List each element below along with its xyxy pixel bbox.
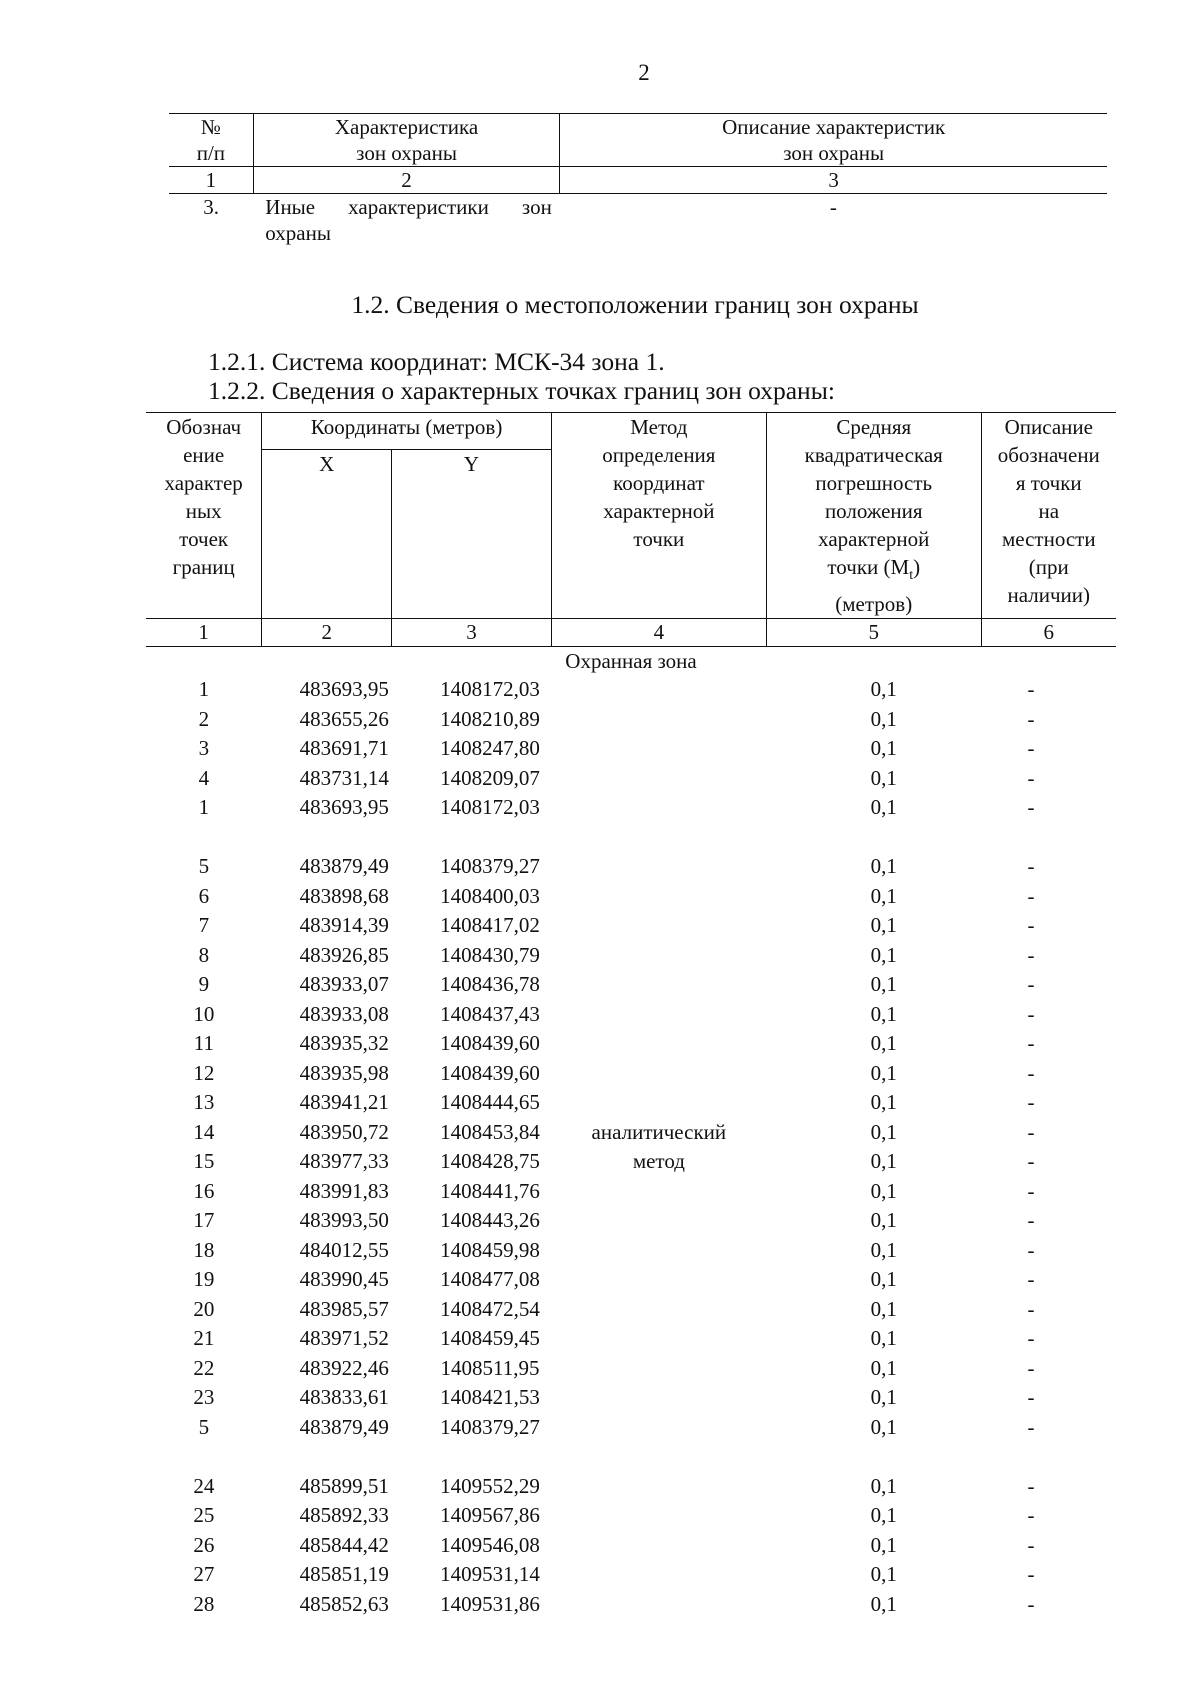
- error-value: 0,1: [870, 1591, 897, 1616]
- table2-col-num: 4: [551, 619, 766, 647]
- description-value: -: [1027, 1562, 1035, 1587]
- coord-x: 483935,98: [299, 1060, 389, 1085]
- coord-y: 1408428,75: [440, 1149, 540, 1174]
- error-value: 0,1: [870, 736, 897, 761]
- coord-y: 1408421,53: [440, 1385, 540, 1410]
- point-number: 20: [193, 1296, 215, 1321]
- coord-y: 1408453,84: [440, 1119, 540, 1144]
- table2-col-num: 5: [766, 619, 981, 647]
- method-cell: [551, 882, 766, 912]
- error-value: 0,1: [870, 706, 897, 731]
- method-cell: [551, 705, 766, 735]
- description-value: -: [1027, 1178, 1035, 1203]
- method-cell: [551, 1236, 766, 1266]
- description-value: -: [1027, 1532, 1035, 1557]
- table2-col-num: 3: [392, 619, 552, 647]
- coord-y: 1408430,79: [440, 942, 540, 967]
- error-value: 0,1: [870, 1178, 897, 1203]
- table-row: [146, 1354, 1116, 1384]
- coord-x: 483914,39: [299, 913, 389, 938]
- method-cell: [551, 1000, 766, 1030]
- error-value: 0,1: [870, 1532, 897, 1557]
- coord-x: 483922,46: [299, 1355, 389, 1380]
- description-value: -: [1027, 1385, 1035, 1410]
- table-row: [146, 911, 1116, 941]
- table-row: [146, 675, 1116, 705]
- description-value: -: [1027, 1090, 1035, 1115]
- header-desc-line: обозначени: [997, 443, 1100, 467]
- coord-y: 1409531,14: [440, 1562, 540, 1587]
- header-desc-line: (при: [1028, 555, 1069, 579]
- point-number: 17: [193, 1208, 215, 1233]
- header-point-line: границ: [172, 555, 235, 579]
- coord-y: 1408439,60: [440, 1031, 540, 1056]
- table-row: [146, 793, 1116, 823]
- table-row: [146, 1531, 1116, 1561]
- table-row: [146, 1383, 1116, 1413]
- table1-column-numbers: [169, 167, 1107, 194]
- header-desc-line: на: [1038, 499, 1060, 523]
- point-number: 23: [193, 1385, 215, 1410]
- header-desc-line: Описание: [1004, 415, 1093, 439]
- point-number: 11: [193, 1031, 215, 1056]
- coord-x: 484012,55: [299, 1237, 389, 1262]
- header-desc-line: я точки: [1015, 471, 1082, 495]
- error-value: 0,1: [870, 854, 897, 879]
- coord-y: 1408400,03: [440, 883, 540, 908]
- coord-x: 483977,33: [299, 1149, 389, 1174]
- coord-y: 1408172,03: [440, 677, 540, 702]
- method-cell: [551, 1383, 766, 1413]
- spacer-cell: [146, 823, 1116, 853]
- table-row: [146, 705, 1116, 735]
- header-error-line: Средняя: [836, 415, 912, 439]
- description-value: -: [1027, 1473, 1035, 1498]
- table1-col-num: 1: [169, 167, 253, 194]
- table-row: [146, 1590, 1116, 1620]
- coordinate-system-line: 1.2.1. Система координат: МСК-34 зона 1.: [208, 347, 665, 376]
- method-cell: [551, 1029, 766, 1059]
- point-number: 8: [198, 942, 210, 967]
- error-value: 0,1: [870, 1326, 897, 1351]
- coord-x: 483971,52: [299, 1326, 389, 1351]
- page-number: 2: [638, 60, 650, 85]
- error-value: 0,1: [870, 1414, 897, 1439]
- coord-x: 485844,42: [299, 1532, 389, 1557]
- point-number: 16: [193, 1178, 215, 1203]
- table1-row-value: -: [829, 195, 837, 219]
- coord-y: 1408379,27: [440, 854, 540, 879]
- table-row: [146, 1236, 1116, 1266]
- error-value: 0,1: [870, 1031, 897, 1056]
- coord-y: 1408472,54: [440, 1296, 540, 1321]
- point-number: 3: [198, 736, 210, 761]
- table-row: [146, 970, 1116, 1000]
- header-point-line: ение: [183, 443, 225, 467]
- header-method: [551, 413, 766, 619]
- error-value: 0,1: [870, 1267, 897, 1292]
- description-value: -: [1027, 1149, 1035, 1174]
- coord-y: 1408443,26: [440, 1208, 540, 1233]
- method-cell: [551, 1295, 766, 1325]
- table1-col-num: 2: [253, 167, 560, 194]
- coord-x: 483693,95: [299, 677, 389, 702]
- header-description: [981, 413, 1116, 619]
- point-number: 2: [198, 706, 210, 731]
- coord-y: 1408459,45: [440, 1326, 540, 1351]
- table2-col-num: 1: [146, 619, 262, 647]
- point-number: 18: [193, 1237, 215, 1262]
- coord-x: 483991,83: [299, 1178, 389, 1203]
- error-value: 0,1: [870, 1060, 897, 1085]
- coord-y: 1408436,78: [440, 972, 540, 997]
- method-cell: [551, 852, 766, 882]
- header-point-designation: [146, 413, 262, 619]
- table-row: [146, 1059, 1116, 1089]
- coord-x: 483926,85: [299, 942, 389, 967]
- table-row: [146, 1295, 1116, 1325]
- description-value: -: [1027, 854, 1035, 879]
- header-point-line: Обознач: [166, 415, 242, 439]
- point-number: 15: [193, 1149, 215, 1174]
- point-number: 7: [198, 913, 210, 938]
- header-y: Y: [392, 450, 552, 619]
- description-value: -: [1027, 883, 1035, 908]
- header-error-line: точки $(M_t)$: [827, 555, 921, 584]
- table1-row-number: 3.: [203, 195, 220, 219]
- coord-x: 485851,19: [299, 1562, 389, 1587]
- method-cell: [551, 1265, 766, 1295]
- spacer-row: [146, 1442, 1116, 1472]
- coord-x: 485852,63: [299, 1591, 389, 1616]
- description-value: -: [1027, 1414, 1035, 1439]
- point-number: 9: [198, 972, 210, 997]
- table-row: [146, 764, 1116, 794]
- header-x: X: [262, 450, 392, 619]
- method-cell: [551, 1354, 766, 1384]
- point-number: 6: [198, 883, 210, 908]
- description-value: -: [1027, 765, 1035, 790]
- coord-x: 483898,68: [299, 883, 389, 908]
- point-number: 24: [193, 1473, 215, 1498]
- coord-y: 1409546,08: [440, 1532, 540, 1557]
- description-value: -: [1027, 1031, 1035, 1056]
- coord-y: 1408441,76: [440, 1178, 540, 1203]
- header-method-line: Метод: [630, 415, 688, 439]
- coord-x: 483950,72: [299, 1119, 389, 1144]
- coord-y: 1408417,02: [440, 913, 540, 938]
- point-number: 12: [193, 1060, 215, 1085]
- coord-y: 1408477,08: [440, 1267, 540, 1292]
- description-value: -: [1027, 1237, 1035, 1262]
- coord-y: 1408444,65: [440, 1090, 540, 1115]
- error-value: 0,1: [870, 1237, 897, 1262]
- description-value: -: [1027, 942, 1035, 967]
- table-row: [146, 1324, 1116, 1354]
- zone-characteristics-table: [169, 113, 1107, 246]
- table2-col-num: 6: [981, 619, 1116, 647]
- coord-y: 1408379,27: [440, 1414, 540, 1439]
- point-number: 5: [198, 854, 210, 879]
- point-number: 25: [193, 1503, 215, 1528]
- coord-y: 1409531,86: [440, 1591, 540, 1616]
- method-cell: [551, 1590, 766, 1620]
- method-cell: [551, 911, 766, 941]
- error-value: 0,1: [870, 1503, 897, 1528]
- header-error-line: (метров): [835, 592, 913, 617]
- coord-x: 483655,26: [299, 706, 389, 731]
- coord-y: 1408439,60: [440, 1060, 540, 1085]
- description-value: -: [1027, 736, 1035, 761]
- point-number: 22: [193, 1355, 215, 1380]
- header-coordinates: Координаты (метров): [262, 413, 551, 450]
- table-row: [146, 1472, 1116, 1502]
- table1-row-name: Иные характеристики зон охраны: [265, 195, 552, 245]
- zone-label: Охранная зона: [565, 649, 697, 674]
- method-cell: [551, 1324, 766, 1354]
- error-value: 0,1: [870, 972, 897, 997]
- table-row: [146, 1560, 1116, 1590]
- point-number: 19: [193, 1267, 215, 1292]
- coord-x: 483935,32: [299, 1031, 389, 1056]
- description-value: -: [1027, 677, 1035, 702]
- description-value: -: [1027, 1119, 1035, 1144]
- method-cell: [551, 1088, 766, 1118]
- method-cell: [551, 675, 766, 705]
- description-value: -: [1027, 972, 1035, 997]
- description-value: -: [1027, 1296, 1035, 1321]
- description-value: -: [1027, 795, 1035, 820]
- table-row: [146, 1177, 1116, 1207]
- error-value: 0,1: [870, 1355, 897, 1380]
- table-row: [146, 1501, 1116, 1531]
- boundary-points-heading: 1.2.2. Сведения о характерных точках границ зон охраны:: [208, 376, 835, 405]
- coord-x: 483933,07: [299, 972, 389, 997]
- table-row: [146, 1118, 1116, 1148]
- header-error-line: квадратическая: [804, 443, 943, 467]
- table1-row: [169, 194, 1107, 247]
- coord-x: 483693,95: [299, 795, 389, 820]
- point-number: 14: [193, 1119, 215, 1144]
- point-number: 1: [198, 795, 210, 820]
- coord-y: 1408247,80: [440, 736, 540, 761]
- coord-y: 1409567,86: [440, 1503, 540, 1528]
- coord-x: 483990,45: [299, 1267, 389, 1292]
- point-number: 26: [193, 1532, 215, 1557]
- method-cell: [551, 1206, 766, 1236]
- coord-x: 485899,51: [299, 1473, 389, 1498]
- error-value: 0,1: [870, 1090, 897, 1115]
- point-number: 13: [193, 1090, 215, 1115]
- table-row: [146, 1265, 1116, 1295]
- method-cell: [551, 1177, 766, 1207]
- table-row: [146, 734, 1116, 764]
- coord-y: 1408172,03: [440, 795, 540, 820]
- method-cell: [551, 1531, 766, 1561]
- table-row: [146, 1088, 1116, 1118]
- coord-x: 483879,49: [299, 1414, 389, 1439]
- error-value: 0,1: [870, 765, 897, 790]
- description-value: -: [1027, 1591, 1035, 1616]
- header-error: [766, 413, 981, 619]
- header-desc-line: наличии): [1007, 583, 1091, 607]
- coord-x: 483941,21: [299, 1090, 389, 1115]
- point-number: 5: [198, 1414, 210, 1439]
- table1-col-num: 3: [560, 167, 1107, 194]
- method-cell: [551, 941, 766, 971]
- error-value: 0,1: [870, 795, 897, 820]
- table-row: [146, 941, 1116, 971]
- error-value: 0,1: [870, 883, 897, 908]
- method-cell: [551, 734, 766, 764]
- coord-x: 483993,50: [299, 1208, 389, 1233]
- method-cell: [551, 1413, 766, 1443]
- description-value: -: [1027, 913, 1035, 938]
- description-value: -: [1027, 1208, 1035, 1233]
- error-value: 0,1: [870, 1208, 897, 1233]
- table2-column-numbers: [146, 619, 1116, 647]
- error-value: 0,1: [870, 1001, 897, 1026]
- coord-y: 1408459,98: [440, 1237, 540, 1262]
- section-title: 1.2. Сведения о местоположении границ зон охраны: [351, 290, 919, 319]
- error-value: 0,1: [870, 913, 897, 938]
- table2-header-row: [146, 413, 1116, 450]
- table1-header-characteristic: Характеристика зон охраны: [253, 114, 560, 167]
- table-row: [146, 1000, 1116, 1030]
- description-value: -: [1027, 706, 1035, 731]
- header-point-line: характер: [164, 471, 243, 495]
- method-cell: [551, 1059, 766, 1089]
- table-row: [146, 1413, 1116, 1443]
- description-value: -: [1027, 1060, 1035, 1085]
- header-error-line: положения: [824, 499, 923, 523]
- point-number: 1: [198, 677, 210, 702]
- header-point-line: ных: [185, 499, 222, 523]
- error-value: 0,1: [870, 677, 897, 702]
- error-value: 0,1: [870, 1473, 897, 1498]
- method-cell: [551, 1560, 766, 1590]
- method-value: аналитический: [591, 1119, 727, 1144]
- error-value: 0,1: [870, 942, 897, 967]
- method-cell: [551, 764, 766, 794]
- header-point-line: точек: [179, 527, 229, 551]
- description-value: -: [1027, 1001, 1035, 1026]
- error-value: 0,1: [870, 1562, 897, 1587]
- error-value: 0,1: [870, 1385, 897, 1410]
- method-cell: [551, 1118, 766, 1174]
- spacer-cell: [146, 1442, 1116, 1472]
- description-value: -: [1027, 1267, 1035, 1292]
- table1-header-description: Описание характеристик зон охраны: [560, 114, 1107, 167]
- header-method-line: определения: [602, 443, 716, 467]
- table-row: [146, 1206, 1116, 1236]
- error-value: 0,1: [870, 1119, 897, 1144]
- table2-col-num: 2: [262, 619, 392, 647]
- spacer-row: [146, 823, 1116, 853]
- point-number: 4: [198, 765, 210, 790]
- table-row: [146, 1029, 1116, 1059]
- point-number: 10: [193, 1001, 215, 1026]
- header-error-line: погрешность: [815, 471, 933, 495]
- description-value: -: [1027, 1355, 1035, 1380]
- coord-y: 1408511,95: [440, 1355, 540, 1380]
- method-cell: [551, 793, 766, 823]
- coord-x: 485892,33: [299, 1503, 389, 1528]
- table-row: [146, 852, 1116, 882]
- point-number: 21: [193, 1326, 215, 1351]
- coord-x: 483933,08: [299, 1001, 389, 1026]
- boundary-points-table: [146, 412, 1116, 1619]
- coord-y: 1408437,43: [440, 1001, 540, 1026]
- table1-header-row: [169, 114, 1107, 167]
- coord-y: 1408209,07: [440, 765, 540, 790]
- coord-y: 1409552,29: [440, 1473, 540, 1498]
- coord-x: 483691,71: [299, 736, 389, 761]
- header-method-line: точки: [633, 527, 685, 551]
- method-cell: [551, 1501, 766, 1531]
- coord-y: 1408210,89: [440, 706, 540, 731]
- method-value: метод: [632, 1149, 685, 1174]
- coord-x: 483879,49: [299, 854, 389, 879]
- table1-header-number: № п/п: [169, 114, 253, 167]
- method-cell: [551, 970, 766, 1000]
- point-number: 27: [193, 1562, 215, 1587]
- method-cell: [551, 1472, 766, 1502]
- description-value: -: [1027, 1326, 1035, 1351]
- coord-x: 483731,14: [299, 765, 389, 790]
- zone-label-row: [146, 647, 1116, 676]
- header-desc-line: местности: [1001, 527, 1096, 551]
- point-number: 28: [193, 1591, 215, 1616]
- table-row: [146, 882, 1116, 912]
- coord-x: 483833,61: [299, 1385, 389, 1410]
- error-value: 0,1: [870, 1149, 897, 1174]
- description-value: -: [1027, 1503, 1035, 1528]
- header-method-line: характерной: [603, 499, 715, 523]
- header-method-line: координат: [613, 471, 705, 495]
- coord-x: 483985,57: [299, 1296, 389, 1321]
- error-value: 0,1: [870, 1296, 897, 1321]
- header-error-line: характерной: [818, 527, 930, 551]
